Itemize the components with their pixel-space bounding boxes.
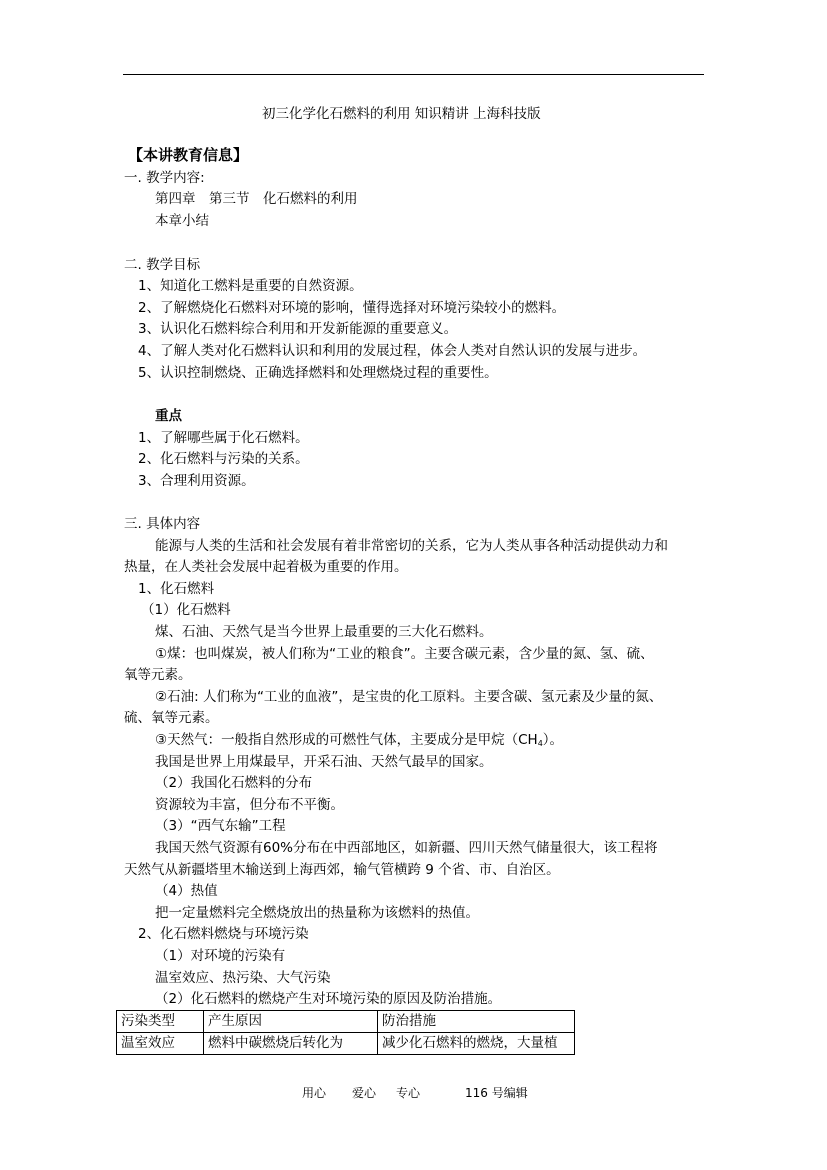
table-header-row	[117, 1011, 575, 1033]
paragraph: 资源较为丰富，但分布不平衡。	[155, 797, 344, 813]
gas-text-end: ）。	[542, 732, 564, 748]
paragraph	[155, 731, 563, 753]
page-title: 初三化学化石燃料的利用 知识精讲 上海科技版	[262, 106, 541, 122]
subscript: 4	[537, 739, 543, 748]
paragraph: 煤、石油、天然气是当今世界上最重要的三大化石燃料。	[155, 624, 493, 640]
section-1-title: 一. 教学内容:	[124, 170, 205, 186]
paragraph: 硫、氧等元素。	[124, 710, 219, 726]
table-header-cell: 污染类型	[117, 1011, 204, 1033]
paragraph: ②石油: 人们称为“工业的血液”，是宝贵的化工原料。主要含碳、氢元素及少量的氮、	[155, 689, 663, 705]
intro-line: 能源与人类的生活和社会发展有着非常密切的关系，它为人类从事各种活动提供动力和	[155, 538, 668, 554]
key-point: 3、合理利用资源。	[138, 473, 255, 489]
paragraph: 我国是世界上用煤最早，开采石油、天然气最早的国家。	[155, 754, 493, 770]
pollution-table	[116, 1010, 575, 1055]
key-point: 2、化石燃料与污染的关系。	[138, 451, 309, 467]
paragraph: 我国天然气资源有60%分布在中西部地区，如新疆、四川天然气储量很大，该工程将	[155, 840, 658, 856]
paragraph: 氧等元素。	[124, 667, 192, 683]
key-points-title: 重点	[155, 408, 182, 424]
subsection-title: 2、化石燃料燃烧与环境污染	[138, 926, 309, 942]
footer-text: 爱心	[352, 1086, 377, 1100]
goal-item: 4、了解人类对化石燃料认识和利用的发展过程，体会人类对自然认识的发展与进步。	[138, 343, 647, 359]
subsection-title: 1、化石燃料	[138, 581, 215, 597]
key-point: 1、了解哪些属于化石燃料。	[138, 430, 309, 446]
table-header-cell: 产生原因	[204, 1011, 378, 1033]
subsection-title: （1）对环境的污染有	[155, 948, 286, 964]
section-1-item: 本章小结	[155, 213, 209, 229]
info-heading: 【本讲教育信息】	[128, 146, 249, 164]
goal-item: 3、认识化石燃料综合利用和开发新能源的重要意义。	[138, 321, 458, 337]
paragraph: ①煤：也叫煤炭，被人们称为“工业的粮食”。主要含碳元素，含少量的氮、氢、硫、	[155, 646, 654, 662]
table-row	[117, 1033, 575, 1055]
table-cell: 燃料中碳燃烧后转化为	[204, 1033, 378, 1055]
table-cell: 温室效应	[117, 1033, 204, 1055]
section-2-title: 二. 教学目标	[124, 257, 201, 273]
gas-text: ③天然气：一般指自然形成的可燃性气体，主要成分是甲烷（CH	[155, 732, 538, 748]
goal-item: 5、认识控制燃烧、正确选择燃料和处理燃烧过程的重要性。	[138, 365, 498, 381]
paragraph: 天然气从新疆塔里木输送到上海西郊，输气管横跨 9 个省、市、自治区。	[124, 862, 560, 878]
goal-item: 1、知道化工燃料是重要的自然资源。	[138, 278, 363, 294]
intro-line: 热量，在人类社会发展中起着极为重要的作用。	[124, 559, 408, 575]
section-3-title: 三. 具体内容	[124, 516, 201, 532]
subsection-title: （3）“西气东输”工程	[155, 818, 286, 834]
subsection-title: （1）化石燃料	[141, 602, 231, 618]
section-1-item: 第四章 第三节 化石燃料的利用	[155, 191, 358, 207]
footer-text: 116 号编辑	[465, 1086, 528, 1100]
footer-text: 专心	[396, 1086, 421, 1100]
paragraph: 把一定量燃料完全燃烧放出的热量称为该燃料的热值。	[155, 905, 479, 921]
header-rule	[123, 74, 704, 75]
subsection-title: （4）热值	[155, 883, 218, 899]
subsection-title: （2）化石燃料的燃烧产生对环境污染的原因及防治措施。	[155, 991, 502, 1007]
goal-item: 2、了解燃烧化石燃料对环境的影响，懂得选择对环境污染较小的燃料。	[138, 300, 566, 316]
table-header-cell: 防治措施	[378, 1011, 575, 1033]
footer-text: 用心	[302, 1086, 327, 1100]
table-cell: 减少化石燃料的燃烧，大量植	[378, 1033, 575, 1055]
paragraph: 温室效应、热污染、大气污染	[155, 970, 331, 986]
subsection-title: （2）我国化石燃料的分布	[155, 775, 313, 791]
